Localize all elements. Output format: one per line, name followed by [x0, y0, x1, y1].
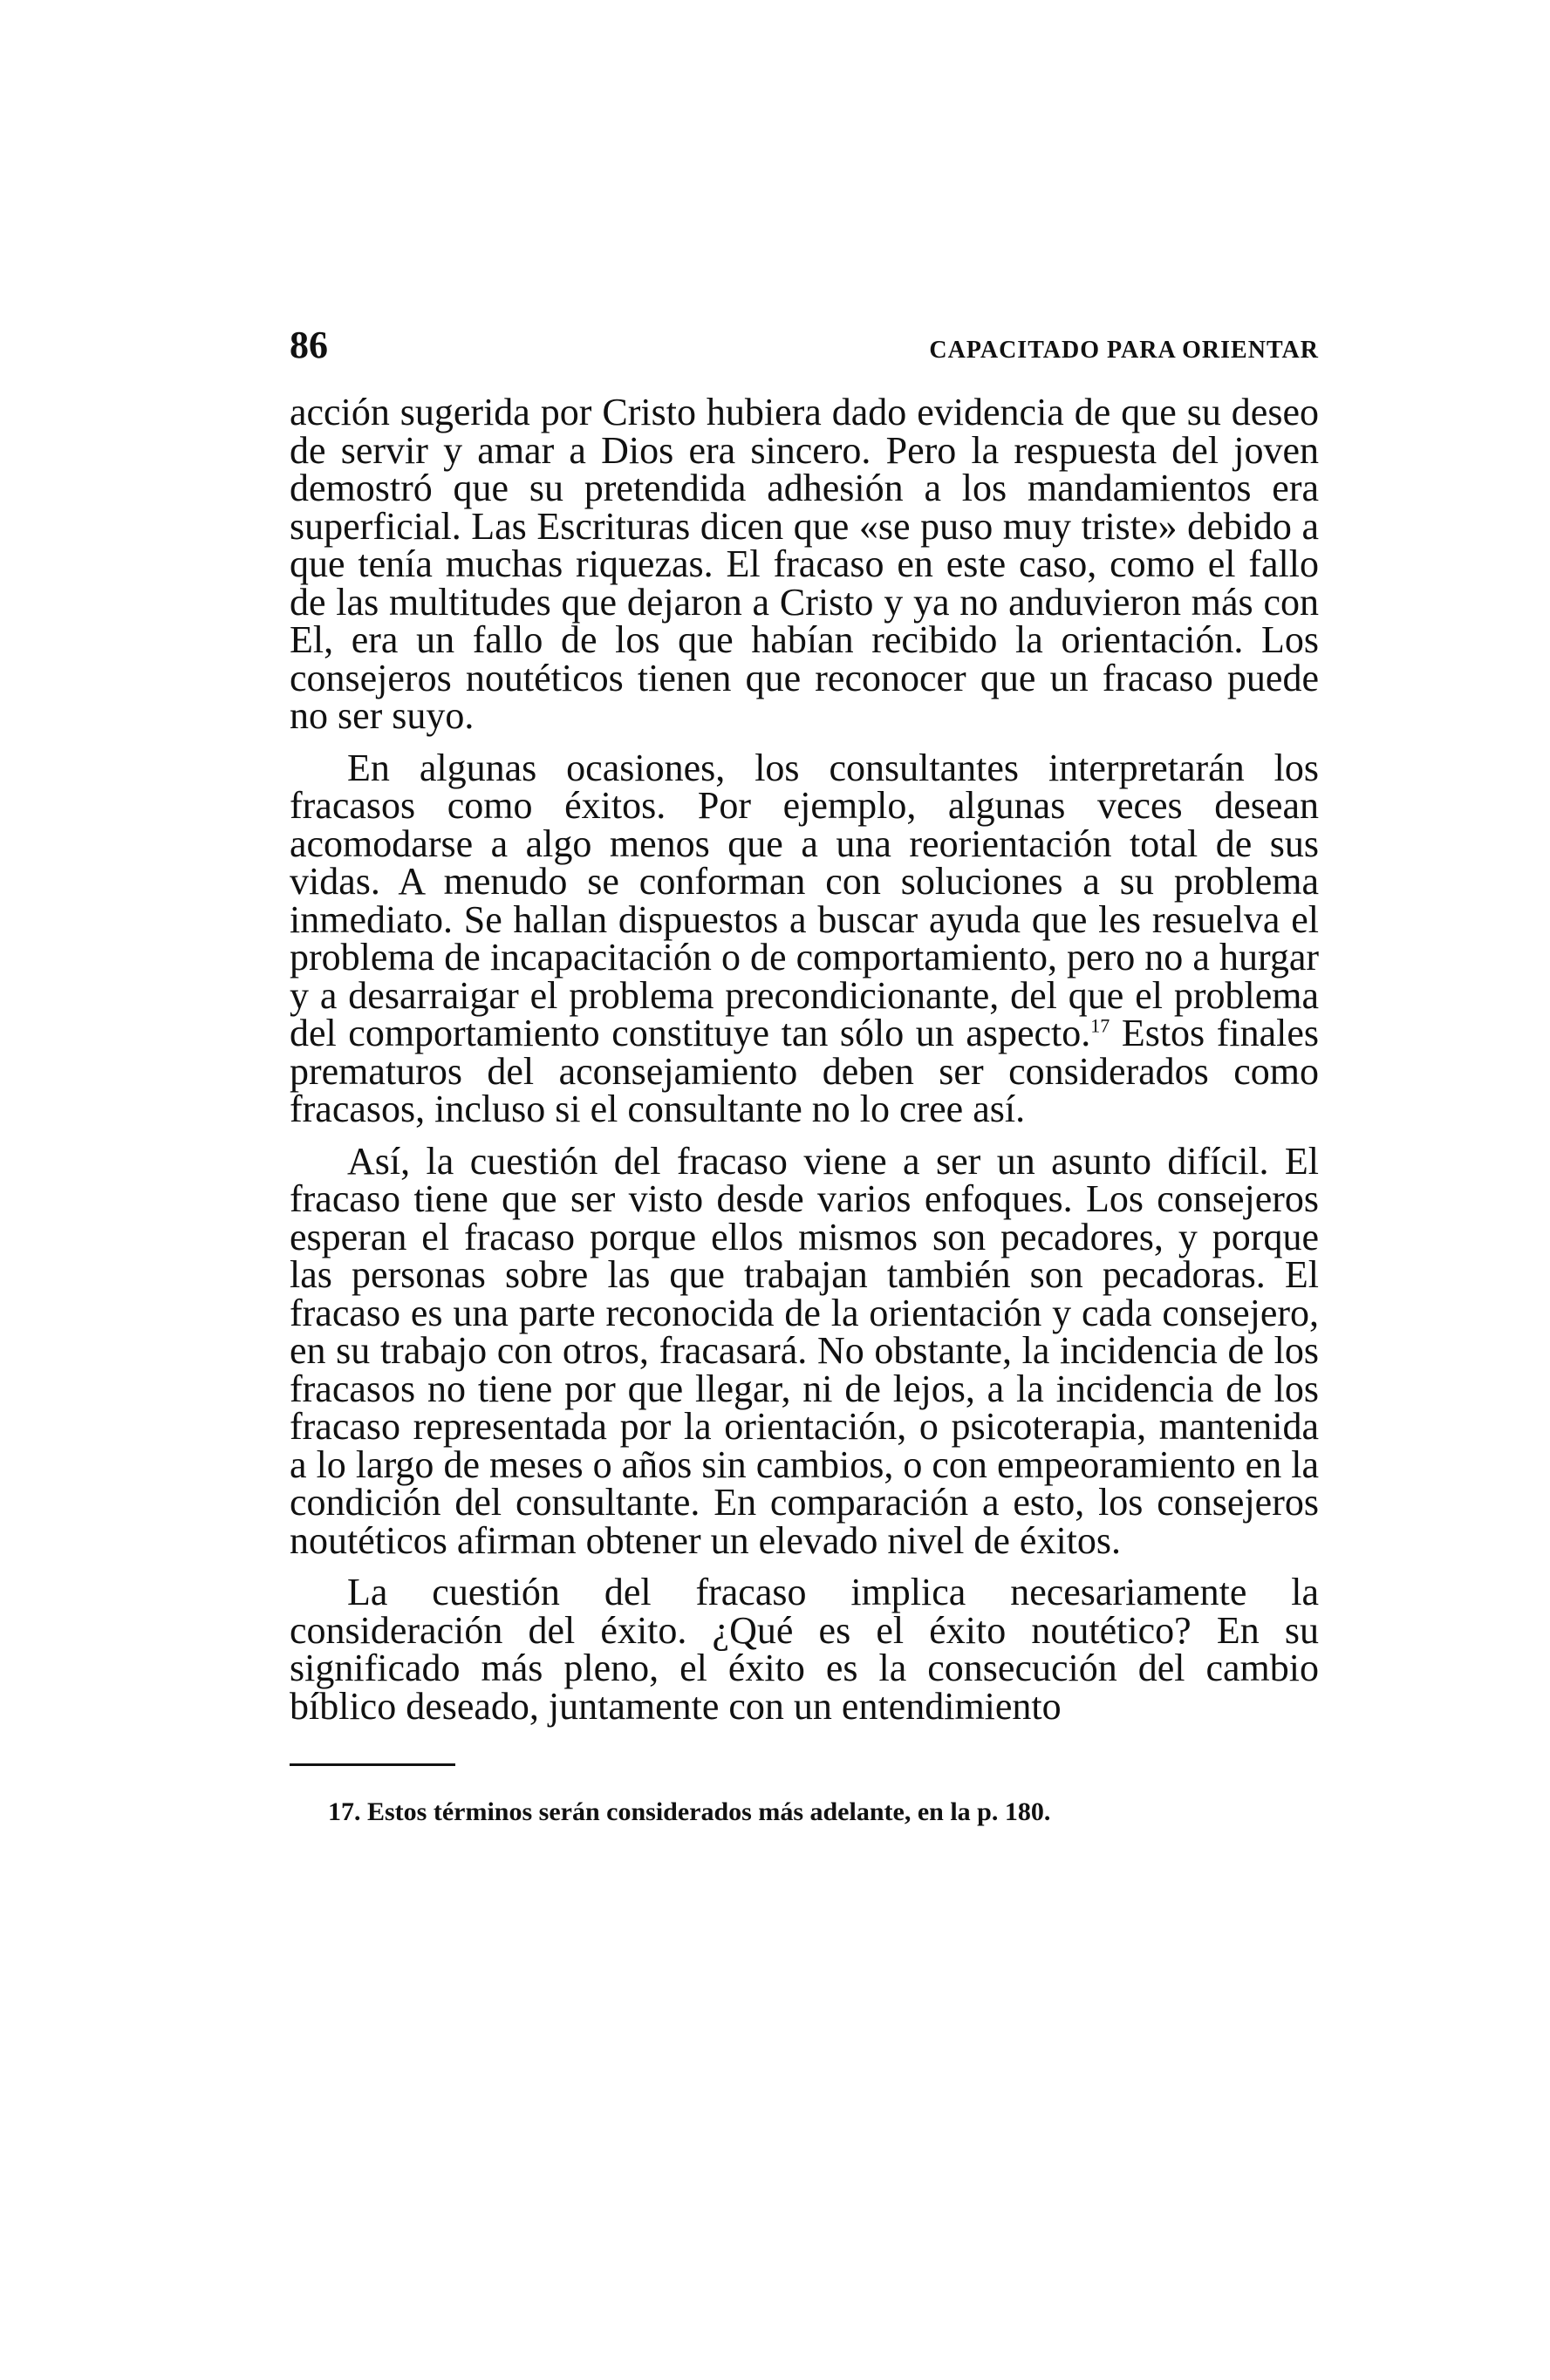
paragraph-2	[290, 746, 1319, 1130]
paragraph-3-text: Así, la cuestión del fracaso viene a ser un asunto difícil. El fracaso tiene que ser visto desde varios enfoques. Los consejeros esperan el fracaso porque ellos mismos son pecadores, y porque las personas sobre las que trabajan también son pecadoras. El fracaso es una parte reconocida de la orientación y cada consejero, en su trabajo con otros, fracasará. No obstante, la incidencia de los fracasos no tiene por que llegar, ni de lejos, a la incidencia de los fracaso representada por la orientación, o psicoterapia, mantenida a lo largo de meses o años sin cambios, o con empeoramiento en la condición del consultante. En comparación a esto, los consejeros noutéticos afirman obtener un elevado nivel de éxitos.	[290, 1139, 1319, 1562]
page-number: 86	[290, 324, 328, 366]
paragraph-2-text-cont: Estos finales prematuros del aconsejamiento deben ser considerados como fracasos, incluso si el consultante no lo cree así.	[290, 1012, 1319, 1130]
paragraph-2-text: En algunas ocasiones, los consultantes interpretarán los fracasos como éxitos. Por ejemplo, algunas veces desean acomodarse a algo menos que a una reorientación total de sus vidas. A menudo se conforman con soluciones a su problema inmediato. Se hallan dispuestos a buscar ayuda que les resuelva el problema de incapacitación o de comportamiento, pero no a hurgar y a desarraigar el problema precondicionante, del que el problema del comportamiento constituye tan sólo un aspecto.	[290, 746, 1319, 1054]
book-page	[290, 323, 1319, 1827]
paragraph-1-text: acción sugerida por Cristo hubiera dado evidencia de que su deseo de servir y amar a Dios era sincero. Pero la respuesta del joven demostró que su pretendida adhesión a los mandamientos era superficial. Las Escrituras dicen que «se puso muy triste» debido a que tenía muchas riquezas. El fracaso en este caso, como el fallo de las multitudes que dejaron a Cristo y ya no anduvieron más con El, era un fallo de los que habían recibido la orientación. Los consejeros noutéticos tienen que reconocer que un fracaso puede no ser suyo.	[290, 391, 1319, 737]
paragraph-1	[290, 393, 1319, 735]
running-title: CAPACITADO PARA ORIENTAR	[929, 337, 1319, 364]
paragraph-4-text: La cuestión del fracaso implica necesariamente la consideración del éxito. ¿Qué es el éxito noutético? En su significado más pleno, el éxito es la consecución del cambio bíblico deseado, juntamente con un entendimiento	[290, 1571, 1319, 1728]
footnote-divider	[290, 1763, 455, 1766]
paragraph-3	[290, 1139, 1319, 1562]
running-head	[290, 323, 1319, 367]
footnote: 17. Estos términos serán considerados más adelante, en la p. 180.	[328, 1797, 1051, 1826]
body-text	[290, 391, 1319, 1728]
paragraph-4	[290, 1571, 1319, 1728]
footnote-reference: 17	[1090, 1014, 1110, 1037]
